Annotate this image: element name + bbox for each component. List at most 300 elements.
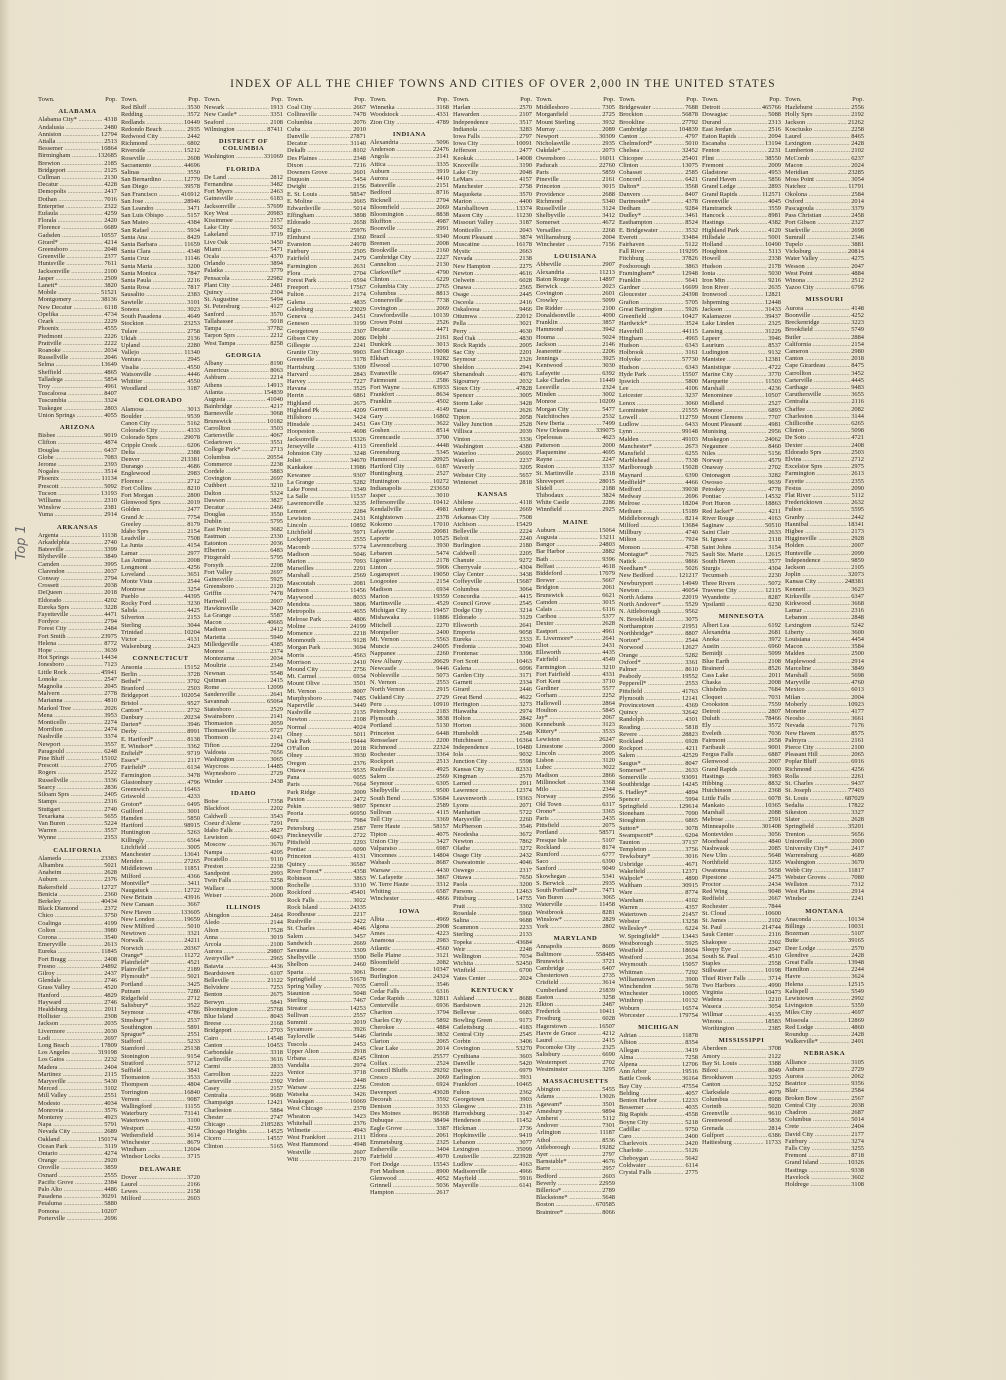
town-population: 22760 [599,161,615,169]
town-population: 2161 [436,333,449,341]
town-population: 5420 [519,1059,532,1067]
town-entry [370,233,449,240]
town-population: 2241 [851,895,864,903]
town-name: Starkville ..... [785,227,850,234]
town-entry [38,855,117,862]
town-population: 4212 [602,1029,615,1037]
town-name: Winnfield ..... [536,506,601,513]
town-entry [38,784,117,791]
town-entry [453,1182,532,1189]
town-population: 10326 [848,1159,864,1167]
town-population: 16011 [599,154,615,162]
town-population: 2291 [353,565,366,573]
town-name: Columbia City ..... [370,283,435,290]
town-population: 3423 [353,1112,366,1120]
town-entry [702,119,781,126]
town-population: 9897 [353,802,366,810]
town-population: 5845 [602,706,615,714]
town-entry [204,547,283,554]
town-name: Olney ..... [287,752,352,759]
town-name: Kalamazoo ..... [702,313,764,320]
town-entry [702,1060,781,1067]
town-population: 40665 [267,619,283,627]
town-population: 2527 [436,470,449,478]
town-name: Warsaw ..... [287,1084,352,1091]
town-population: 8634 [436,391,449,399]
town-population: 2689 [104,1128,117,1136]
town-entry [785,1002,864,1009]
town-population: 78466 [765,715,781,723]
town-population: 3302 [519,902,532,910]
town-name: Tipton ..... [453,414,518,421]
town-name: Dartmouth* ..... [619,198,684,205]
town-name: Indianola ..... [453,126,518,133]
town-population: 2353 [104,834,117,842]
town-population: 2268 [602,226,615,234]
town-population: 8047 [685,759,698,767]
town-name: Williamstown ..... [619,976,684,983]
town-population: 12421 [267,1099,283,1107]
town-population: 2548 [519,729,532,737]
town-entry [453,1146,532,1153]
town-entry [121,1009,200,1016]
town-entry [204,927,283,934]
town-entry [536,1015,615,1022]
town-name: Neodesha ..... [453,831,518,838]
town-entry [702,1125,781,1132]
town-entry [785,334,864,341]
town-name: Tecumseh ..... [702,572,767,579]
town-population: 7467 [353,997,366,1005]
town-population: 5856 [768,176,781,184]
town-population: 17822 [848,801,864,809]
town-entry [38,762,117,769]
town-name: Port Huron ..... [702,500,764,507]
town-entry [370,701,449,708]
town-name: Ventura ..... [121,356,186,363]
town-entry [785,147,864,154]
town-entry [204,340,283,347]
town-population: 6587 [436,888,449,896]
town-entry [536,1101,615,1108]
town-entry [619,781,698,788]
town-entry [702,479,781,486]
town-name: Washington ..... [204,153,263,160]
town-name: East Jordan ..... [702,126,767,133]
town-entry [619,1126,698,1133]
town-population: 4676 [602,1158,615,1166]
town-population: 32073 [848,571,864,579]
town-entry [287,335,366,342]
town-population: 3013 [187,405,200,413]
town-population: 2833 [270,1063,283,1071]
town-entry [370,1074,449,1081]
town-population: 2415 [602,1037,615,1044]
town-entry [287,212,366,219]
town-entry [453,751,532,758]
state-heading: MASSACHUSETTS [542,1078,609,1086]
town-name: Lake Linden ..... [702,320,767,327]
town-population: 6621 [602,591,615,599]
town-name: Frankfort ..... [453,1081,515,1088]
town-name: Hartwell ..... [204,598,269,605]
town-name: Idaho Falls ..... [204,827,269,834]
town-entry [536,901,615,908]
town-entry [287,291,366,298]
town-name: Gas City ..... [370,420,435,427]
town-name: Grand Rapids ..... [702,766,767,773]
town-population: 4866 [436,895,449,903]
town-name: Ionia ..... [702,270,767,277]
town-entry [453,320,532,327]
town-population: 9562 [685,608,698,616]
town-population: 3570 [519,190,532,198]
town-entry [370,966,449,973]
town-entry [619,205,698,212]
town-population: 42529 [682,752,698,760]
town-name: Selma ..... [38,361,100,368]
town-name: St. Petersburg ..... [204,303,269,310]
town-population: 8688 [519,994,532,1002]
town-population: 2545 [519,1031,532,1038]
town-entry [536,887,615,894]
town-name: Moss Point ..... [785,176,850,183]
town-population: 3540 [104,933,117,941]
town-name: Hyde Park ..... [619,371,681,378]
town-population: 22324 [433,744,449,752]
town-population: 3124 [602,205,615,213]
town-population: 2032 [519,377,532,385]
town-population: 9307 [353,471,366,479]
town-population: 57699 [267,202,283,210]
town-population: 12869 [848,1016,864,1024]
town-name: Clarinda ..... [370,1031,435,1038]
town-population: 2046 [104,354,117,362]
town-entry [204,720,283,727]
town-entry [370,542,449,549]
town-population: 10453 [267,1041,283,1049]
town-population: 2238 [270,460,283,468]
town-entry [619,241,698,248]
town-entry [204,698,283,705]
town-population: 2161 [602,176,615,184]
town-entry [38,124,117,131]
town-population: 9688 [519,916,532,924]
town-name: Palmyra ..... [785,737,850,744]
town-population: 2325 [436,1139,449,1147]
town-entry [619,630,698,637]
town-entry [453,816,532,823]
town-name: Carbondale ..... [204,1049,269,1056]
town-name: Pineville ..... [536,176,601,183]
town-population: 2437 [104,969,117,977]
town-name: Red Jacket* ..... [702,508,767,515]
town-population: 4135 [768,1010,781,1018]
town-population: 2100 [851,744,864,752]
town-name: Harvey ..... [287,378,352,385]
town-entry [702,1018,781,1025]
town-population: 4435 [602,649,615,657]
town-name: Palatka ..... [204,267,269,274]
town-population: 17010 [433,520,449,528]
column-header [204,96,283,103]
town-entry [287,450,366,457]
town-population: 9719 [187,750,200,758]
town-entry [121,815,200,822]
town-entry [38,347,117,354]
town-population: 9272 [519,556,532,564]
town-name: Elvins ..... [785,456,850,463]
town-name: Pensacola ..... [204,275,266,282]
town-entry [287,659,366,666]
town-population: 2067 [602,714,615,722]
town-population: 3461 [685,212,698,220]
town-population: 43916 [184,894,200,902]
town-entry [287,889,366,896]
town-population: 2935 [187,125,200,133]
town-name: Beardstown ..... [204,970,269,977]
town-population: 2378 [353,1105,366,1113]
town-name: Oregon ..... [287,760,352,767]
town-name: Norton* ..... [619,637,684,644]
town-entry [702,1025,781,1032]
town-population: 9639 [768,478,781,486]
town-population: 3790 [436,434,449,442]
town-entry [370,973,449,980]
town-entry [370,737,449,744]
town-population: 3900 [685,975,698,983]
town-entry [453,162,532,169]
town-entry [121,873,200,880]
town-population: 2227 [436,254,449,262]
town-entry [619,969,698,976]
index-column [38,96,117,1366]
town-entry [370,881,449,888]
town-population: 2537 [187,1016,200,1024]
town-population: 2431 [602,642,615,650]
town-name: Madera ..... [38,1064,103,1071]
town-name: Owensboro ..... [536,155,598,162]
town-entry [702,924,781,931]
town-population: 16802 [433,412,449,420]
town-name: Cuba ..... [287,126,352,133]
town-name: Belle Plaine ..... [370,952,435,959]
town-name: Quitman ..... [204,677,269,684]
town-population: 4796 [187,778,200,786]
town-entry [121,378,200,385]
town-name: Oak Park ..... [287,738,349,745]
town-entry [370,341,449,348]
town-name: Monroe ..... [536,398,598,405]
town-population: 3282 [768,471,781,479]
town-name: Salida ..... [121,607,186,614]
town-population: 10507 [765,392,781,400]
town-name: Glendive ..... [785,952,850,959]
town-entry [619,976,698,983]
town-entry [287,587,366,594]
town-entry [370,499,449,506]
town-entry [785,270,864,277]
town-entry [453,550,532,557]
town-population: 17528 [267,926,283,934]
town-entry [536,865,615,872]
town-population: 2260 [519,816,532,824]
town-name: Spring Valley ..... [287,983,352,990]
town-entry [204,626,283,633]
town-name: Pass Christian ..... [785,212,850,219]
town-population: 6187 [436,463,449,471]
town-entry [536,736,615,743]
town-entry [38,260,117,267]
town-name: Cloquet ..... [702,694,767,701]
town-name: Derby ..... [121,728,186,735]
town-name: Hayward ..... [38,999,103,1006]
town-name: Fayette ..... [785,478,850,485]
town-population: 8610 [685,666,698,674]
town-name: Moberly ..... [785,701,847,708]
town-entry [619,767,698,774]
town-entry [204,562,283,569]
town-entry [453,1067,532,1074]
town-name: Wakefield ..... [619,868,681,875]
town-entry [204,934,283,941]
town-entry [619,853,698,860]
town-name: Newton ..... [453,270,518,277]
town-population: 3832 [436,1031,449,1038]
town-entry [287,443,366,450]
town-entry [287,947,366,954]
town-name: Pierce City ..... [785,744,850,751]
town-entry [370,319,449,326]
town-population: 2775 [685,1169,698,1177]
town-entry [287,263,366,270]
town-population: 2270 [436,621,449,629]
town-name: Redondo Beach ..... [121,126,186,133]
town-name: Petoskey ..... [702,486,767,493]
town-name: Lebanon ..... [370,550,435,557]
town-entry [702,658,781,665]
town-entry [370,1053,449,1060]
town-population: 3926 [353,1026,366,1034]
town-name: Rock Rapids ..... [453,342,518,349]
town-population: 4943 [353,1127,366,1135]
town-entry [38,1215,117,1222]
town-name: Delta ..... [121,449,186,456]
town-entry [702,967,781,974]
town-entry [287,1098,366,1105]
town-entry [38,461,117,468]
town-entry [453,234,532,241]
town-entry [121,499,200,506]
town-entry [121,205,200,212]
town-population: 5884 [270,1106,283,1114]
town-population: 3614 [187,1131,200,1139]
town-population: 56878 [682,111,698,119]
town-entry [204,778,283,785]
town-population: 5340 [602,197,615,205]
town-name: Eagle Grove ..... [370,1125,435,1132]
town-population: 2126 [519,1002,532,1010]
town-name: New Albany ..... [370,658,432,665]
town-population: 2778 [104,690,117,698]
town-name: Anna ..... [204,934,269,941]
town-entry [287,500,366,507]
town-entry [287,1077,366,1084]
town-population: 8066 [602,1208,615,1216]
town-entry [453,715,532,722]
town-population: 6028 [602,1015,615,1023]
town-entry [38,376,117,383]
town-entry [204,1056,283,1063]
town-entry [370,614,449,621]
town-entry [536,873,615,880]
town-population: 3324 [104,397,117,405]
town-entry [453,364,532,371]
town-entry [370,139,449,146]
town-population: 3651 [187,571,200,579]
town-name: Canton ..... [702,1081,767,1088]
town-name: Monson ..... [619,544,684,551]
town-population: 6934 [436,585,449,593]
town-population: 3190 [519,161,532,169]
town-entry [785,1031,864,1038]
town-name: Bicknell ..... [370,197,435,204]
town-name: Petersburg ..... [287,825,352,832]
town-entry [370,773,449,780]
town-name: Morris ..... [287,652,352,659]
town-entry [370,650,449,657]
town-entry [619,673,698,680]
town-entry [370,888,449,895]
town-population: 19457 [433,607,449,615]
town-name: Greensburg ..... [370,449,435,456]
town-population: 10182 [267,417,283,425]
town-population: 4987 [436,218,449,226]
town-entry [38,690,117,697]
town-name: Lumberton ..... [785,147,850,154]
town-entry [536,570,615,577]
town-entry [38,891,117,898]
town-name: Biddeford ..... [536,570,598,577]
town-name: Newton ..... [619,587,681,594]
town-population: 2829 [602,915,615,923]
town-population: 15429 [516,520,532,528]
town-entry [38,397,117,404]
town-entry [370,514,449,521]
town-name: Fort Morgan ..... [121,492,186,499]
town-entry [121,678,200,685]
town-name: Visalia ..... [121,364,186,371]
town-entry [121,126,200,133]
town-entry [785,449,864,456]
town-name: De Soto ..... [785,434,850,441]
town-name: Lafayette ..... [536,370,601,377]
town-name: Proctor ..... [702,881,767,888]
town-name: Dunkirk ..... [370,341,435,348]
town-entry [287,1005,366,1012]
town-name: Detroit ..... [702,104,761,111]
town-name: Boyne City ..... [619,1119,684,1126]
town-name: San Diego ..... [121,183,183,190]
town-population: 2170 [353,1155,366,1163]
town-name: Warrensburg ..... [785,852,850,859]
town-name: Skowhegan ..... [536,873,601,880]
town-entry [453,1038,532,1045]
town-name: Scammon ..... [453,924,518,931]
town-population: 5705 [685,298,698,306]
town-population: 2512 [851,277,864,285]
town-name: Chicopee ..... [619,155,681,162]
